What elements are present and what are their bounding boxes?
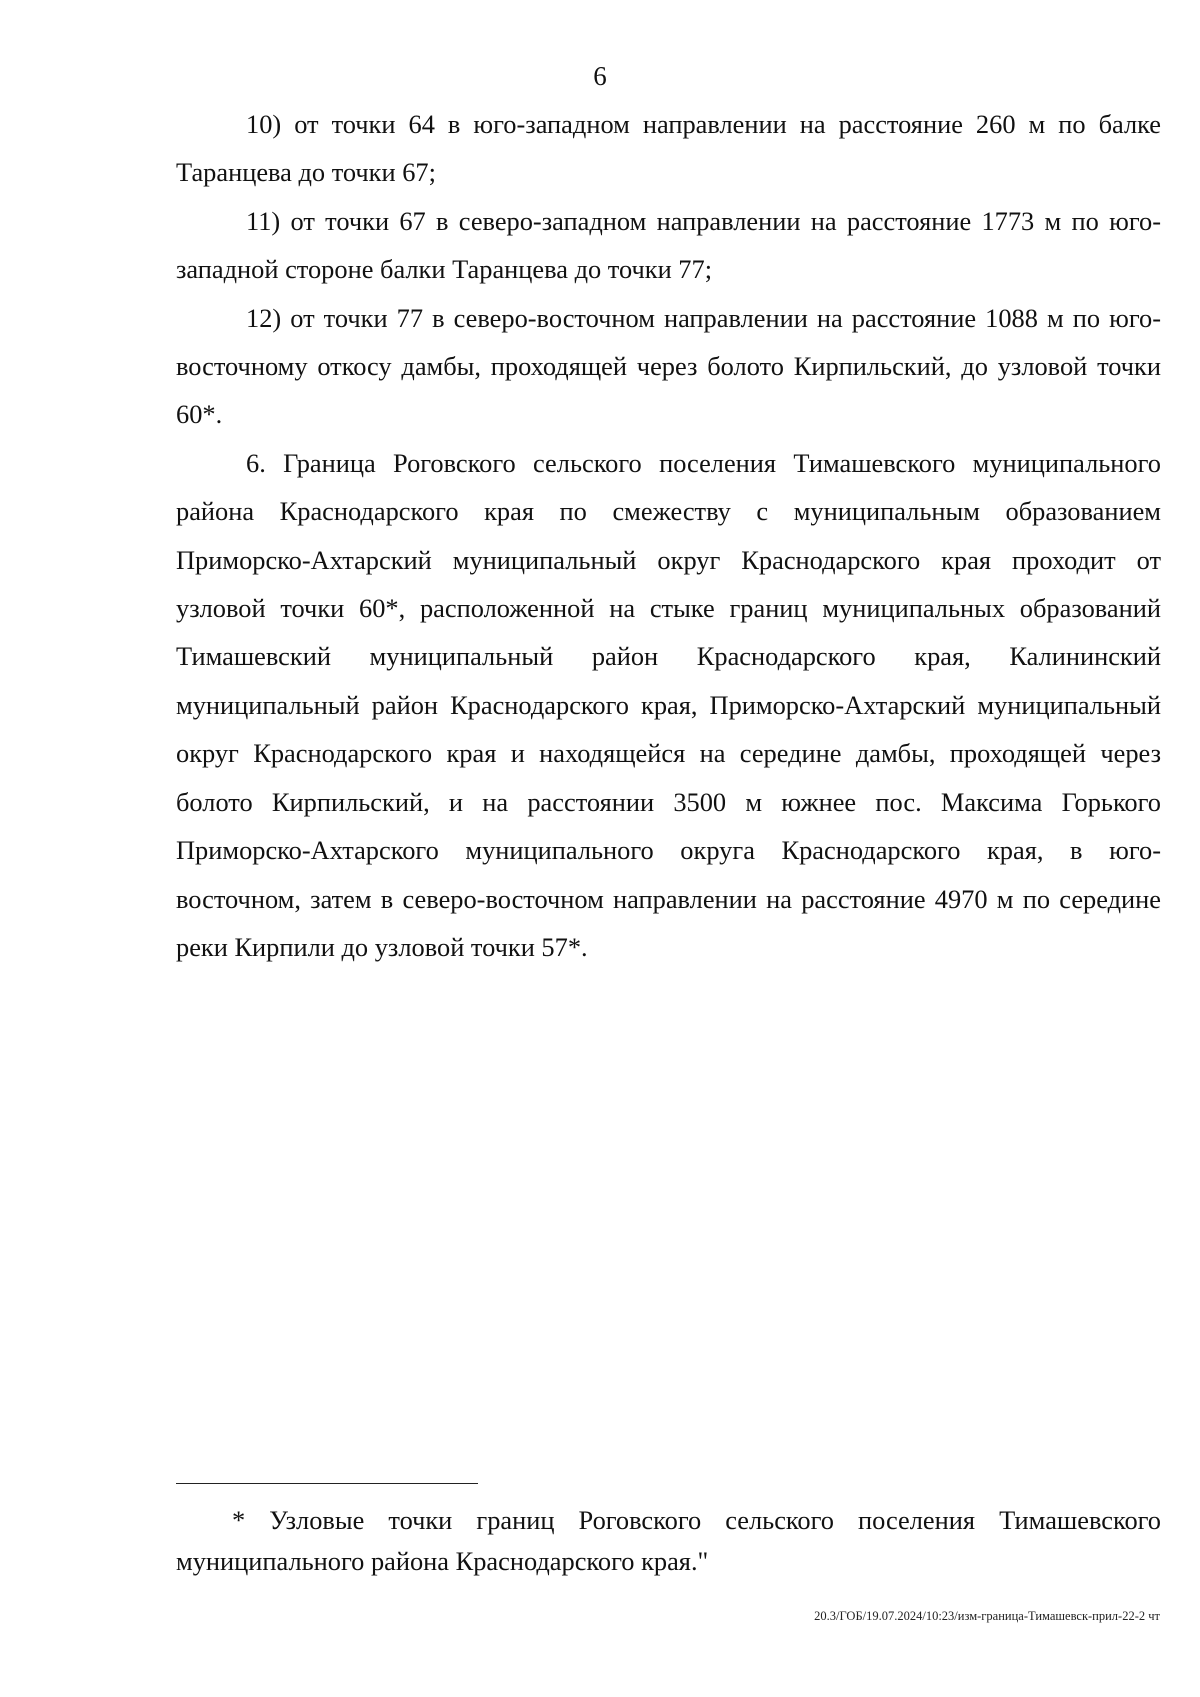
paragraph-item-10: 10) от точки 64 в юго-западном направлении на расстояние 260 м по балке Таранцева до точки 67; (176, 109, 1161, 188)
paragraph-section-6: 6. Граница Роговского сельского поселения Тимашевского муниципального района Краснодарского края по смежеству с муниципальным образованием Приморско-Ахтарский муниципальный округ Краснодарского края проходит от узловой точки 60*, расположенной на стыке границ муниципальных образований Тимашевский муниципальный район Краснодарского края, Калининский муниципальный район Краснодарского края, Приморско-Ахтарский муниципальный округ Краснодарского края и находящейся на середине дамбы, проходящей через болото Кирпильский, и на расстоянии 3500 м южнее пос. Максима Горького Приморско-Ахтарского муниципального округа Краснодарского края, в юго-восточном, затем в северо-восточном направлении на расстояние 4970 м по середине реки Кирпили до узловой точки 57*. (176, 447, 1161, 962)
document-stamp: 20.3/ГОБ/19.07.2024/10:23/изм-граница-Тимашевск-прил-22-2 чт (814, 1609, 1160, 1623)
footnote-divider (176, 1483, 478, 1484)
footnote-text: * Узловые точки границ Роговского сельского поселения Тимашевского муниципального района Краснодарского края." (176, 1505, 1161, 1576)
footnote (176, 1500, 1161, 1582)
paragraph-item-11: 11) от точки 67 в северо-западном направлении на расстояние 1773 м по юго-западной стороне балки Таранцева до точки 77; (176, 205, 1161, 285)
paragraph-item-12: 12) от точки 77 в северо-восточном направлении на расстояние 1088 м по юго-восточному откосу дамбы, проходящей через болото Кирпильский, до узловой точки 60*. (176, 302, 1161, 430)
page-number: 6 (593, 61, 607, 91)
document-body (176, 100, 1161, 971)
